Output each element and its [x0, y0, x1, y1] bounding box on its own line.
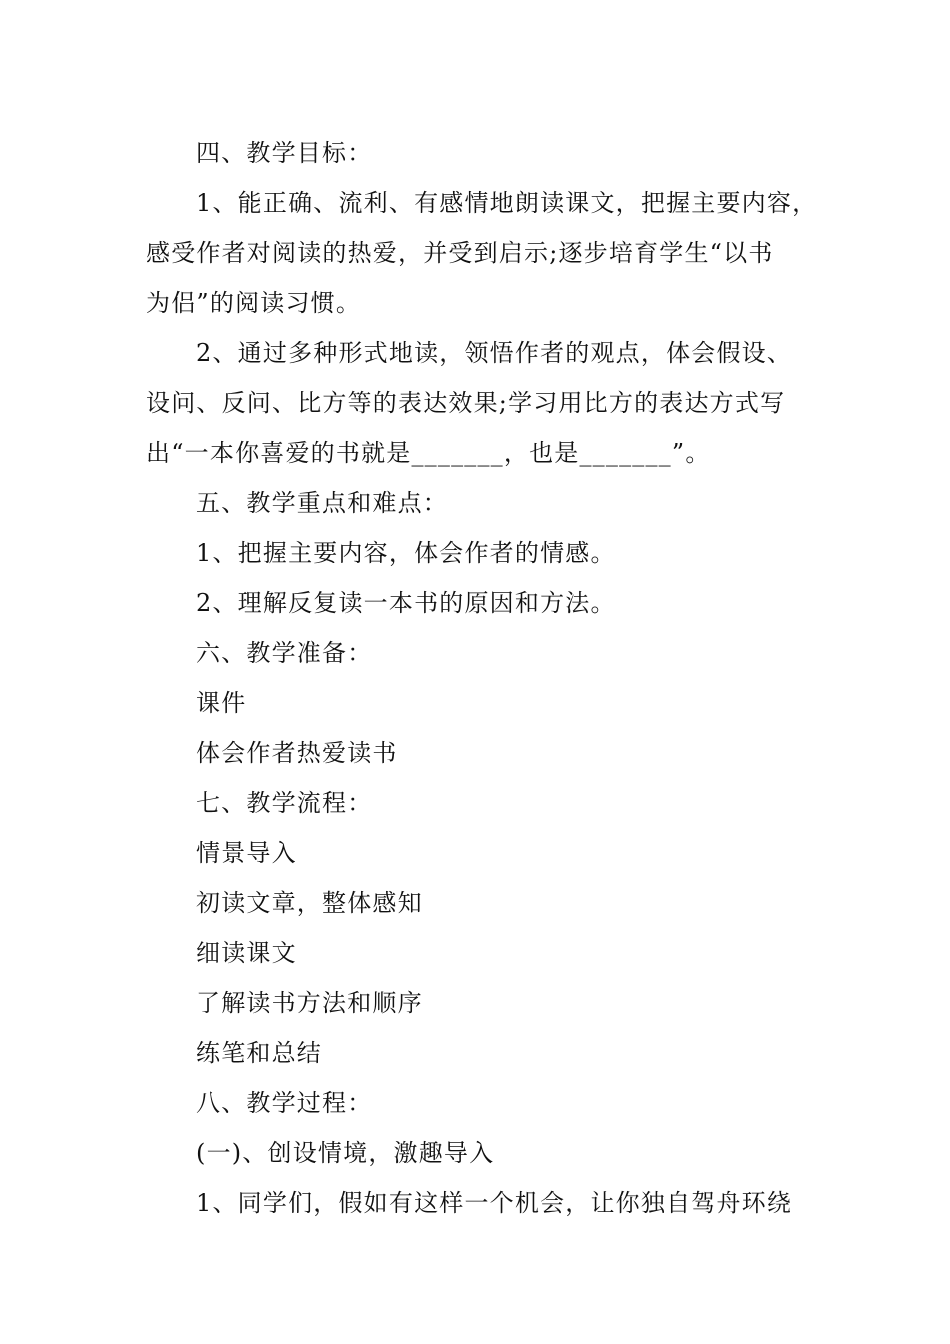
list-item: 体会作者热爱读书	[196, 739, 398, 767]
section-heading-key-points: 五、教学重点和难点：	[196, 489, 448, 517]
list-item: 课件	[196, 689, 247, 717]
document-body	[146, 128, 836, 1228]
paragraph-line: 出“一本你喜爱的书就是_______，也是_______”。	[146, 439, 711, 467]
paragraph-line: 2、通过多种形式地读，领悟作者的观点，体会假设、	[196, 339, 793, 367]
paragraph-line: 1、能正确、流利、有感情地朗读课文，把握主要内容，	[196, 189, 818, 217]
paragraph-line: 1、把握主要内容，体会作者的情感。	[196, 539, 616, 567]
subsection-heading: (一)、创设情境，激趣导入	[196, 1139, 495, 1167]
section-heading-objectives: 四、教学目标：	[196, 139, 373, 167]
list-item: 情景导入	[196, 839, 297, 867]
list-item: 细读课文	[196, 939, 297, 967]
list-item: 练笔和总结	[196, 1039, 322, 1067]
section-heading-flow: 七、教学流程：	[196, 789, 373, 817]
paragraph-line: 1、同学们，假如有这样一个机会，让你独自驾舟环绕	[196, 1189, 793, 1217]
paragraph-line: 2、理解反复读一本书的原因和方法。	[196, 589, 616, 617]
list-item: 初读文章，整体感知	[196, 889, 423, 917]
paragraph-line: 为侣”的阅读习惯。	[146, 289, 362, 317]
paragraph-line: 感受作者对阅读的热爱，并受到启示;逐步培育学生“以书	[146, 239, 774, 267]
paragraph-line: 设问、反问、比方等的表达效果;学习用比方的表达方式写	[146, 389, 786, 417]
section-heading-process: 八、教学过程：	[196, 1089, 373, 1117]
section-heading-preparation: 六、教学准备：	[196, 639, 373, 667]
list-item: 了解读书方法和顺序	[196, 989, 423, 1017]
